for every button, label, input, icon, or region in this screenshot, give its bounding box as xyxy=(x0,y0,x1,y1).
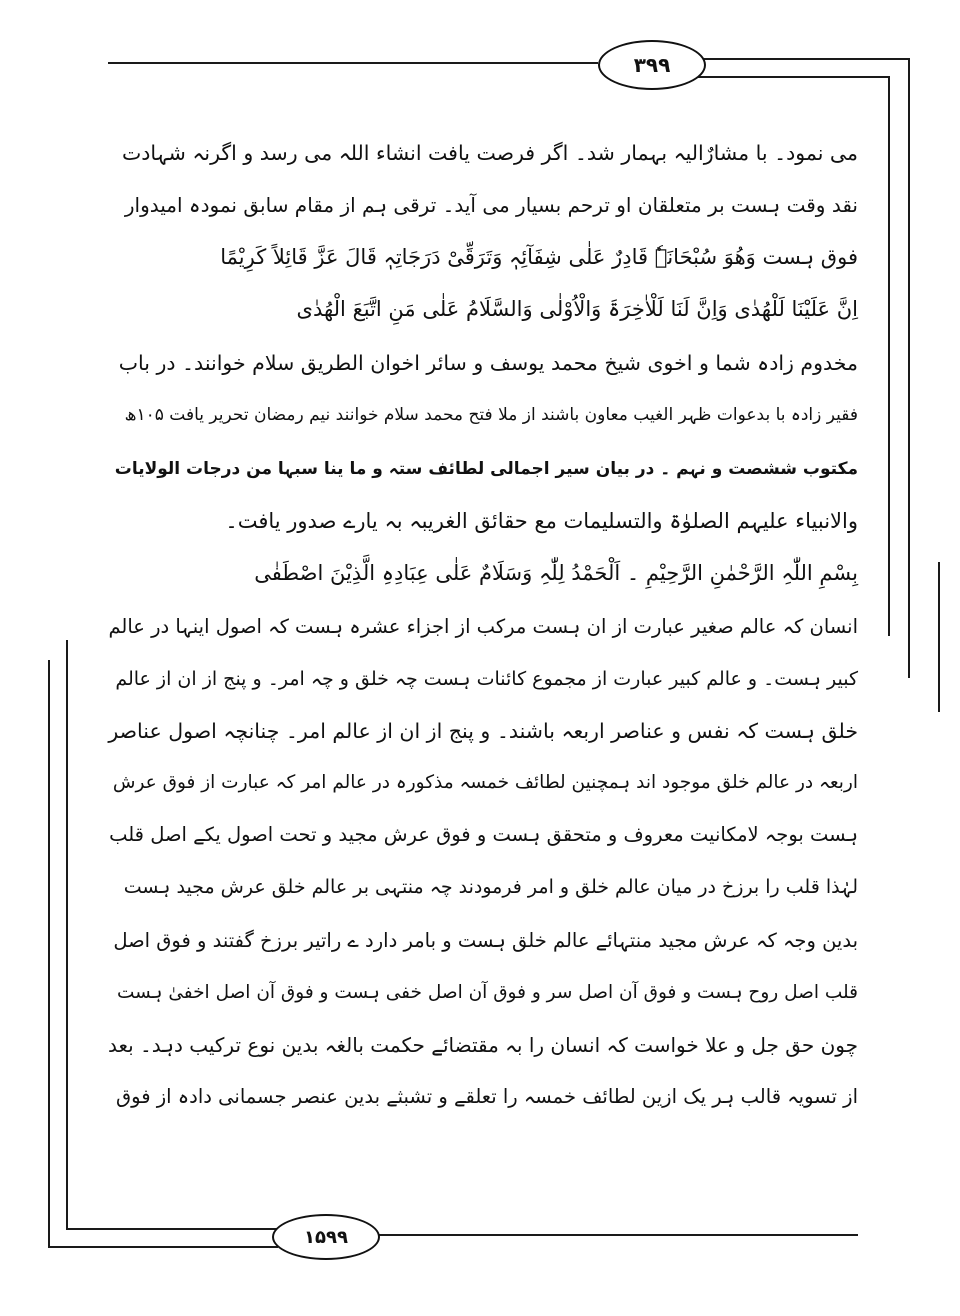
frame-left-top-line xyxy=(108,62,598,64)
frame-bottom-outer xyxy=(48,1246,278,1248)
text-line: از تسویہ قالب ہر یک ازین لطائف خمسہ را تعلقے و تشبثے بدین عنصر جسمانی دادہ از فوق xyxy=(115,1085,858,1108)
basmala-line: بِسْمِ اللّٰہِ الرَّحْمٰنِ الرَّحِیْمِ ۔ اَلْحَمْدُ لِلّٰہِ وَسَلَامٌ عَلٰی عِبَادِہِ الَّذِیْنَ اصْطَفٰی xyxy=(254,561,858,585)
header-page-number-text: ۳۹۹ xyxy=(633,53,671,77)
text-line: خلق ہست کہ نفس و عناصر اربعہ باشند۔ و پنج از ان از عالم امر۔ چنانچہ اصول عناصر xyxy=(108,719,858,743)
frame-inner-right-top xyxy=(888,76,890,636)
text-line: لہٰذا قلب را برزخ در میان عالم خلق و امر فرمودند چہ منتہی بر عالم خلق عرش مجید ہست xyxy=(123,876,858,898)
text-line: فقیر زادہ با بدعوات ظہر الغیب معاون باشند از ملا فتح محمد سلام خوانند نیم رمضان تحریر یافت ۱۰۵ھ xyxy=(124,405,858,425)
body-text xyxy=(108,140,858,1180)
text-line: انسان کہ عالم صغیر عبارت از ان ہست مرکب از اجزاء عشرہ ہست کہ اصول اینہا در عالم xyxy=(108,615,858,638)
frame-outer-top xyxy=(700,58,910,60)
footer-page-number-text: ۱۵۹۹ xyxy=(304,1226,348,1248)
text-line: فوق ہست وَھُوَ سُبْحَانَہٗ قَادِرٌ عَلٰی شِفَآئِہٖ وَتَرَقِّیْ دَرَجَاتِہٖ قَالَ عَزَّ قَائِلاً کَرِیْمًا xyxy=(220,245,858,269)
text-line: می نمود۔ با مشارٌالیہ بہمار شد۔ اگر فرصت یافت انشاء اللہ می رسد و اگرنہ شہادت xyxy=(121,141,858,165)
frame-bottom-inner xyxy=(66,1228,278,1230)
frame-inner-top xyxy=(690,76,890,78)
header-page-number xyxy=(598,40,706,90)
text-line: اِنَّ عَلَیْنَا لَلْھُدٰی وَاِنَّ لَنَا لَلْاٰخِرَۃَ وَالْاُوْلٰی وَالسَّلَامُ عَلٰی مَنِ اتَّبَعَ الْھُدٰی xyxy=(296,297,858,321)
text-line: ہست بوجہ لامکانیت معروف و متحقق ہست و فوق عرش مجید و تحت اصول یکے اصل قلب xyxy=(109,823,858,846)
frame-left-bottom-inner xyxy=(66,640,68,1228)
text-line: نقد وقت ہست بر متعلقان او ترحم بسیار می آید۔ ترقی ہم از مقام سابق نمودہ امیدوار xyxy=(124,193,858,217)
text-line: قلب اصل روح ہست و فوق آن اصل سر و فوق آن اصل خفی ہست و فوق آن اصل اخفیٰ ہست xyxy=(116,982,858,1003)
text-line: مخدوم زادہ شما و اخوی شیخ محمد یوسف و سائر اخوان الطریق سلام خوانند۔ در باب xyxy=(118,351,858,375)
text-line: والانبیاء علیہم الصلوٰۃ والتسلیمات مع حقائق الغریبہ بہ یارے صدور یافت۔ xyxy=(225,509,858,533)
text-line: کبیر ہست۔ و عالم کبیر عبارت از مجموع کائنات ہست چہ خلق و چہ امر۔ و پنج از ان از عالم xyxy=(115,668,858,690)
frame-right-mid-thin xyxy=(938,562,940,712)
footer-page-number xyxy=(272,1214,380,1260)
frame-left-bottom-outer xyxy=(48,660,50,1248)
text-line: چون حق جل و علا خواست کہ انسان را بہ مقتضائے حکمت بالغہ بدین نوع ترکیب دہد۔ بعد xyxy=(107,1033,858,1057)
frame-outer-right-top xyxy=(908,58,910,678)
frame-bottom-right-line xyxy=(368,1234,858,1236)
letter-heading-line: مکتوب ششصت و نہم ۔ در بیان سیر اجمالی لطائف ستہ و ما ینا سبہا من درجات الولایات xyxy=(114,459,858,479)
text-line: بدین وجہ کہ عرش مجید منتہائے عالم خلق ہست و بامر دارد ے راتیر برزخ گفتند و فوق اصل xyxy=(113,929,858,952)
text-line: اربعہ در عالم خلق موجود اند ہمچنین لطائف خمسہ مذکورہ در عالم امر کہ عبارت از فوق عرش xyxy=(112,772,858,793)
